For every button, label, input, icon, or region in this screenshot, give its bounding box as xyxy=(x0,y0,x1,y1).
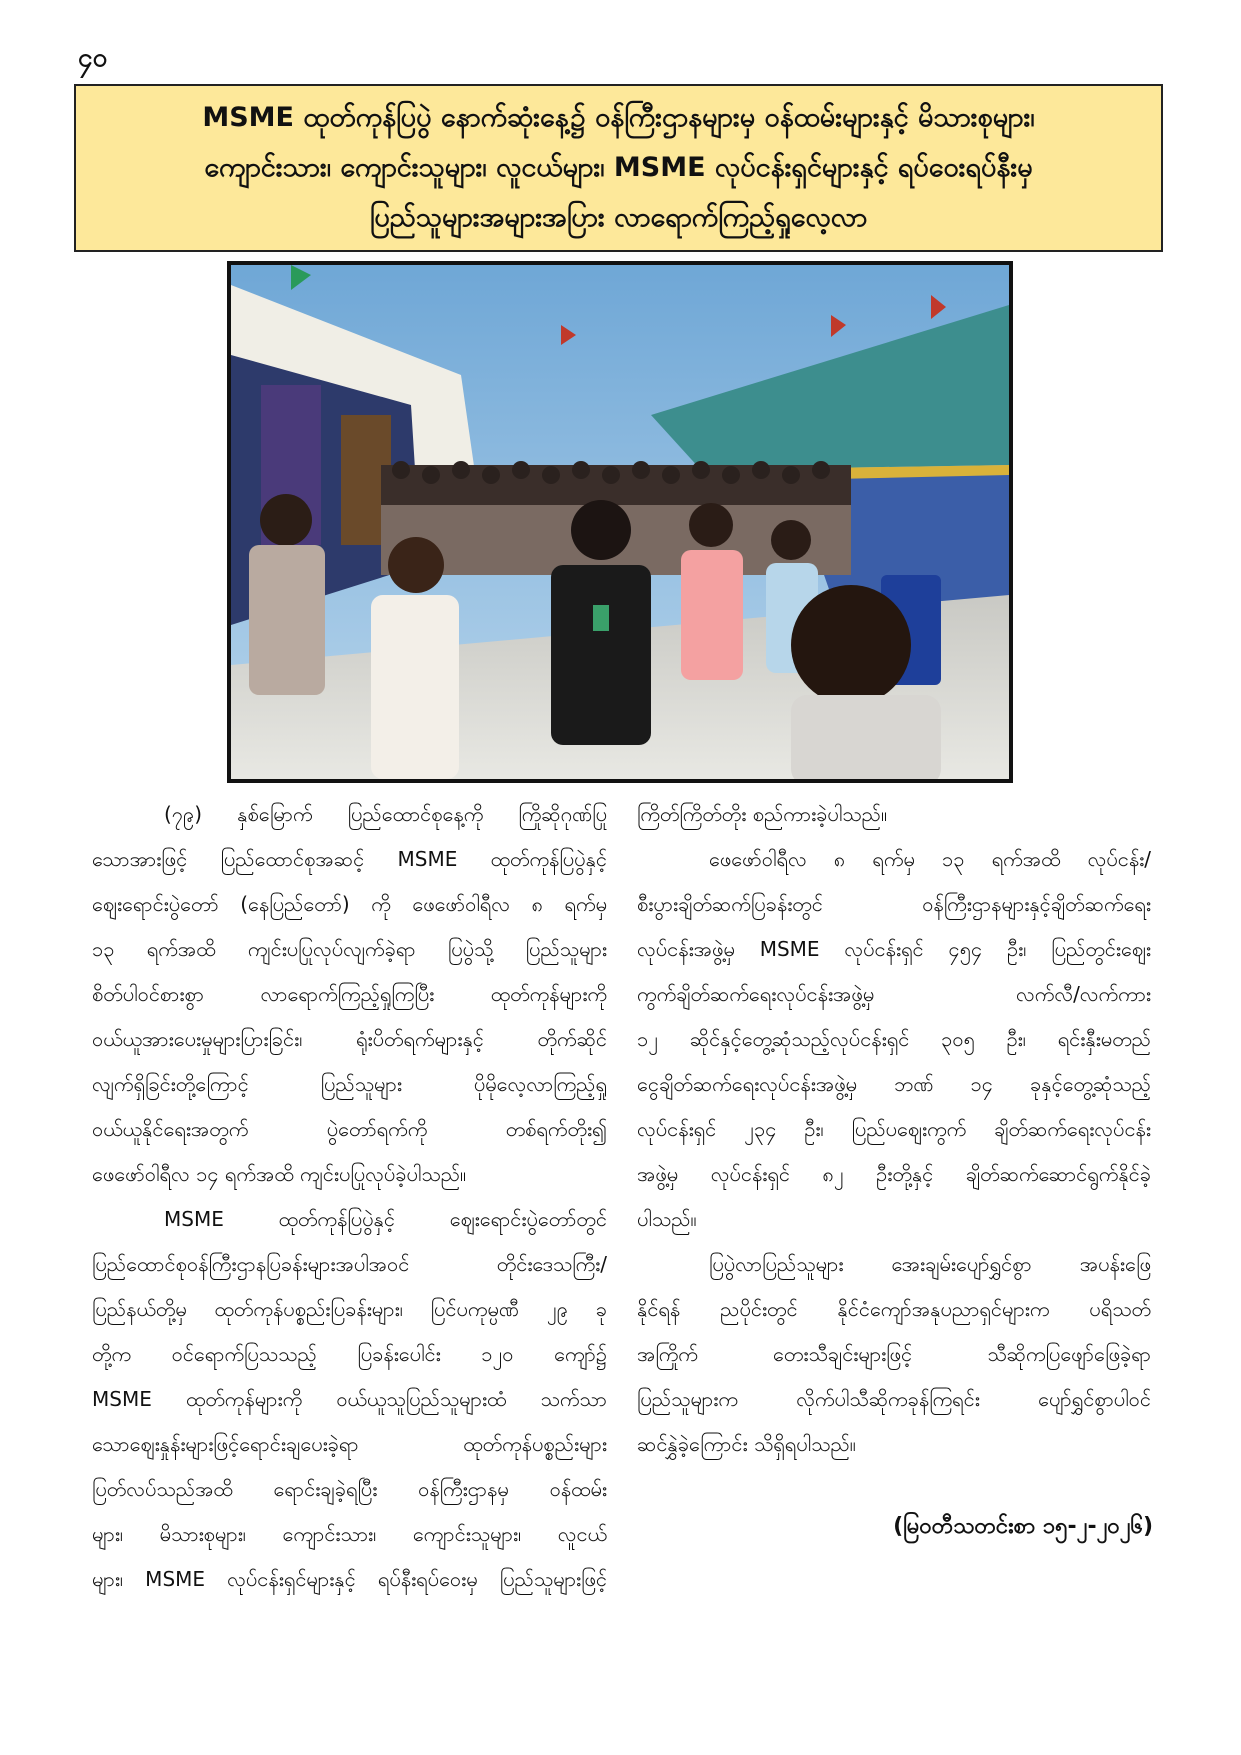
article-line: များ၊ မိသားစုများ၊ ကျောင်းသား၊ ကျောင်းသူများ၊ လူငယ် xyxy=(92,1522,607,1546)
article-line: ငွေချိတ်ဆက်ရေးလုပ်ငန်းအဖွဲ့မှ ဘဏ် ၁၄ ခုနှင့်တွေ့ဆုံသည့် xyxy=(637,1072,1151,1096)
exhibition-crowd-photo xyxy=(227,261,1013,783)
article-line: (၇၉) နှစ်မြောက် ပြည်ထောင်စုနေ့ကို ကြိုဆိုဂုဏ်ပြု xyxy=(164,802,607,826)
headline-line-2: ကျောင်းသား၊ ကျောင်းသူများ၊ လူငယ်များ၊ MSME လုပ်ငန်းရှင်များနှင့် ရပ်ဝေးရပ်နီးမှ xyxy=(204,152,1033,183)
article-line: သောအားဖြင့် ပြည်ထောင်စုအဆင့် MSME ထုတ်ကုန်ပြပွဲနှင့် xyxy=(92,847,607,871)
article-line: ဖေဖော်ဝါရီလ ၈ ရက်မှ ၁၃ ရက်အထိ လုပ်ငန်း/ xyxy=(709,847,1151,871)
article-line: ဝယ်ယူနိုင်ရေးအတွက် ပွဲတော်ရက်ကို တစ်ရက်တိုး၍ xyxy=(92,1117,607,1141)
article-line: သောဈေးနှုန်းများဖြင့်ရောင်းချပေးခဲ့ရာ ထုတ်ကုန်ပစ္စည်းများ xyxy=(92,1432,607,1456)
headline-box xyxy=(74,84,1163,252)
article-line: လုပ်ငန်းအဖွဲ့မှ MSME လုပ်ငန်းရှင် ၄၅၄ ဦး၊ ပြည်တွင်းဈေး xyxy=(637,937,1151,961)
article-line: MSME ထုတ်ကုန်ပြပွဲနှင့် ဈေးရောင်းပွဲတော်တွင် xyxy=(164,1207,607,1231)
article-line: ပြတ်လပ်သည်အထိ ရောင်းချခဲ့ရပြီး ဝန်ကြီးဌာနမှ ဝန်ထမ်း xyxy=(92,1477,607,1501)
page-number: ၄၀ xyxy=(78,43,108,73)
article-line: MSME ထုတ်ကုန်များကို ဝယ်ယူသူပြည်သူများထံ သက်သာ xyxy=(92,1387,607,1411)
article-line: ဈေးရောင်းပွဲတော် (နေပြည်တော်) ကို ဖေဖော်ဝါရီလ ၈ ရက်မှ xyxy=(92,892,607,916)
article-column-left xyxy=(92,792,607,1602)
article-line: ဆင်နွှဲခဲ့ကြောင်း သိရှိရပါသည်။ xyxy=(637,1432,856,1456)
news-source-citation: (မြဝတီသတင်းစာ ၁၅-၂-၂၀၂၆) xyxy=(893,1514,1153,1539)
article-line: များ၊ MSME လုပ်ငန်းရှင်များနှင့် ရပ်နီးရပ်ဝေးမှ ပြည်သူများဖြင့် xyxy=(92,1567,607,1591)
article-line: ပြည်နယ်တို့မှ ထုတ်ကုန်ပစ္စည်းပြခန်းများ၊ ပြင်ပကုမ္ပဏီ ၂၉ ခု xyxy=(92,1297,607,1321)
article-line: ပြည်ထောင်စုဝန်ကြီးဌာနပြခန်းများအပါအဝင် တိုင်းဒေသကြီး/ xyxy=(92,1252,607,1276)
article-column-right xyxy=(637,792,1151,1467)
article-line: အဖွဲ့မှ လုပ်ငန်းရှင် ၈၂ ဦးတို့နှင့် ချိတ်ဆက်ဆောင်ရွက်နိုင်ခဲ့ xyxy=(637,1162,1151,1186)
article-line: ပါသည်။ xyxy=(637,1207,697,1231)
article-line: ကြိတ်ကြိတ်တိုး စည်ကားခဲ့ပါသည်။ xyxy=(637,802,888,826)
headline-line-1: MSME ထုတ်ကုန်ပြပွဲ နောက်ဆုံးနေ့၌ ဝန်ကြီးဌာနများမှ ဝန်ထမ်းများနှင့် မိသားစုများ၊ xyxy=(202,102,1035,133)
article-line: ဝယ်ယူအားပေးမှုများပြားခြင်း၊ ရုံးပိတ်ရက်များနှင့် တိုက်ဆိုင် xyxy=(92,1027,607,1051)
article-line: ၁၂ ဆိုင်နှင့်တွေ့ဆုံသည့်လုပ်ငန်းရှင် ၃၀၅ ဦး၊ ရင်းနှီးမတည် xyxy=(637,1027,1151,1051)
article-line: ဖေဖော်ဝါရီလ ၁၄ ရက်အထိ ကျင်းပပြုလုပ်ခဲ့ပါသည်။ xyxy=(92,1162,467,1186)
article-line: စီးပွားချိတ်ဆက်ပြခန်းတွင် ဝန်ကြီးဌာနများနှင့်ချိတ်ဆက်ရေး xyxy=(637,892,1151,916)
article-line: ပြပွဲလာပြည်သူများ အေးချမ်းပျော်ရွှင်စွာ အပန်းဖြေ xyxy=(709,1252,1151,1276)
article-line: ကွက်ချိတ်ဆက်ရေးလုပ်ငန်းအဖွဲ့မှ လက်လီ/လက်ကား xyxy=(637,982,1151,1006)
article-line: စိတ်ပါဝင်စားစွာ လာရောက်ကြည့်ရှုကြပြီး ထုတ်ကုန်များကို xyxy=(92,982,607,1006)
article-line: ပြည်သူများက လိုက်ပါသီဆိုကခုန်ကြရင်း ပျော်ရွှင်စွာပါဝင် xyxy=(637,1387,1151,1411)
article-line: လျက်ရှိခြင်းတို့ကြောင့် ပြည်သူများ ပိုမိုလေ့လာကြည့်ရှု xyxy=(92,1072,607,1096)
article-line: လုပ်ငန်းရှင် ၂၃၄ ဦး၊ ပြည်ပဈေးကွက် ချိတ်ဆက်ရေးလုပ်ငန်း xyxy=(637,1117,1151,1141)
article-line: ၁၃ ရက်အထိ ကျင်းပပြုလုပ်လျက်ခဲ့ရာ ပြပွဲသို့ ပြည်သူများ xyxy=(92,937,607,961)
headline-line-3: ပြည်သူများအများအပြား လာရောက်ကြည့်ရှုလေ့လာ xyxy=(369,202,868,233)
crowd-photo-illustration xyxy=(231,265,1009,779)
article-line: တို့က ဝင်ရောက်ပြသသည့် ပြခန်းပေါင်း ၁၂၀ ကျော်၌ xyxy=(92,1342,607,1366)
article-line: နိုင်ရန် ညပိုင်းတွင် နိုင်ငံကျော်အနုပညာရှင်များက ပရိသတ် xyxy=(637,1297,1151,1321)
article-line: အကြိုက် တေးသီချင်းများဖြင့် သီဆိုကပြဖျော်ဖြေခဲ့ရာ xyxy=(637,1342,1151,1366)
